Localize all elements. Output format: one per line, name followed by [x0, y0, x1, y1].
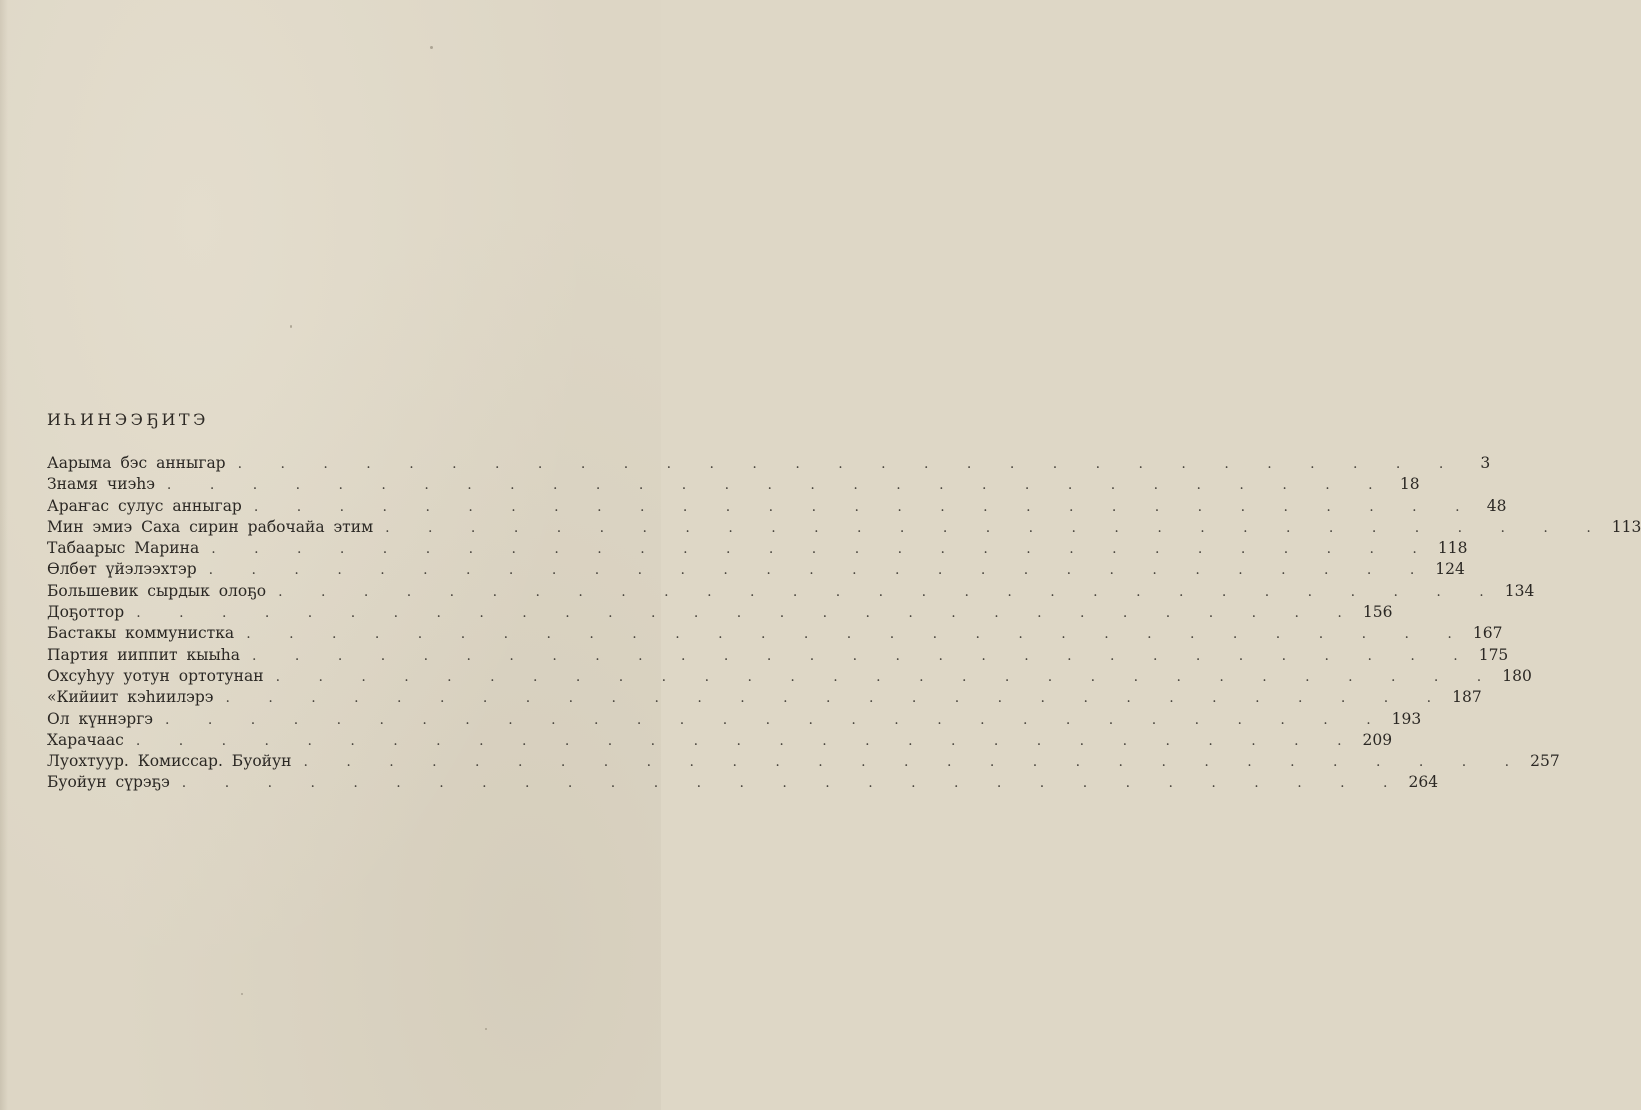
- toc-entry-title: Охсуһуу уотун ортотунан: [47, 666, 264, 685]
- toc-dot-leader: . . . . . . . . . . . . . . . . . . . . . . . . . . . . .: [165, 711, 1388, 728]
- toc-entry-page: 134: [1504, 581, 1535, 600]
- toc-entry-title: Аарыма бэс анныгар: [47, 454, 226, 472]
- toc-dot-leader: . . . . . . . . . . . . . . . . . . . . . . . . . . . . .: [166, 477, 1390, 494]
- toc-dot-leader: . . . . . . . . . . . . . . . . . . . . . . . . . . . . .: [252, 647, 1475, 664]
- toc-entry-title: Өлбөт үйэлээхтэр: [47, 560, 197, 579]
- toc-entry: [47, 538, 1468, 559]
- toc-dot-leader: . . . . . . . . . . . . . . . . . . . . . . . . . . . . .: [275, 668, 1499, 685]
- toc-entry-page: 264: [1408, 773, 1439, 792]
- toc-entry-page: 156: [1362, 603, 1393, 622]
- toc-entry-page: 187: [1452, 688, 1482, 707]
- toc-entry: [47, 666, 1532, 687]
- paper-speck: [290, 325, 292, 328]
- toc-entry: [47, 709, 1422, 730]
- toc-entry-title: Партия ииппит кыыһа: [47, 645, 241, 664]
- toc-dot-leader: . . . . . . . . . . . . . . . . . . . . . . . . . . . . .: [385, 519, 1608, 536]
- toc-entry: [47, 453, 1491, 474]
- toc-entry-page: 18: [1399, 475, 1420, 494]
- toc-entry: [47, 687, 1482, 708]
- toc-entry: [47, 581, 1535, 602]
- toc-entry-title: Бастакы коммунистка: [47, 624, 235, 643]
- toc-entry-title: Буойун сүрэҕэ: [47, 773, 170, 792]
- toc-heading: ИҺИНЭЭҔИТЭ: [47, 410, 209, 429]
- toc-entry: [47, 602, 1393, 623]
- toc-entry-title: Знамя чиэһэ: [47, 475, 155, 494]
- toc-entry: [47, 645, 1509, 666]
- toc-dot-leader: . . . . . . . . . . . . . . . . . . . . . . . . . . . . .: [181, 775, 1405, 792]
- toc-entry-title: Луохтуур. Комиссар. Буойун: [47, 752, 292, 771]
- paper-speck: [430, 46, 433, 49]
- toc-entry-page: 118: [1437, 539, 1468, 558]
- toc-entry-title: Араҥас сулус анныгар: [47, 496, 242, 515]
- toc-dot-leader: . . . . . . . . . . . . . . . . . . . . . . . . . . . . .: [303, 754, 1527, 771]
- toc-entry-title: Мин эмиэ Саха сирин рабочайа этим: [47, 517, 374, 536]
- toc-dot-leader: . . . . . . . . . . . . . . . . . . . . . . . . . . . . .: [211, 541, 1434, 558]
- toc-entry-page: 193: [1391, 709, 1422, 728]
- toc-entry-title: Ол күннэргэ: [47, 709, 153, 728]
- toc-entry-title: «Кийиит кэһиилэрэ: [47, 688, 214, 707]
- paper-speck: [241, 993, 243, 995]
- toc-entry-title: Доҕоттор: [47, 603, 125, 622]
- toc-entry-page: 3: [1480, 454, 1491, 472]
- toc-entry-title: Харачаас: [47, 730, 124, 749]
- toc-entry-title: Большевик сырдык олоҕо: [47, 581, 267, 600]
- toc-entry-page: 209: [1362, 730, 1393, 749]
- toc-entry: [47, 772, 1439, 793]
- toc-dot-leader: . . . . . . . . . . . . . . . . . . . . . . . . . . . . .: [278, 583, 1501, 600]
- paper-speck: [485, 1028, 487, 1030]
- toc-entry: [47, 730, 1393, 751]
- toc-entry: [47, 623, 1503, 644]
- toc-entry-page: 124: [1435, 560, 1465, 579]
- toc-dot-leader: . . . . . . . . . . . . . . . . . . . . . . . . . . . . .: [237, 456, 1461, 472]
- toc-dot-leader: . . . . . . . . . . . . . . . . . . . . . . . . . . . . .: [135, 732, 1359, 749]
- toc-entry: [47, 517, 1641, 538]
- toc-dot-leader: . . . . . . . . . . . . . . . . . . . . . . . . . . . . .: [136, 605, 1359, 622]
- toc-entry: [47, 496, 1507, 517]
- toc-entry: [47, 559, 1465, 580]
- toc-entry: [47, 474, 1420, 495]
- toc-entry-page: 257: [1530, 752, 1560, 771]
- toc-dot-leader: . . . . . . . . . . . . . . . . . . . . . . . . . . . . .: [253, 498, 1477, 515]
- toc-entry-page: 180: [1502, 666, 1532, 685]
- toc-entry-page: 167: [1472, 624, 1503, 643]
- toc-dot-leader: . . . . . . . . . . . . . . . . . . . . . . . . . . . . .: [225, 690, 1449, 707]
- toc-entry-page: 48: [1486, 496, 1507, 515]
- toc-dot-leader: . . . . . . . . . . . . . . . . . . . . . . . . . . . . .: [246, 626, 1469, 643]
- toc-entry: [47, 751, 1560, 772]
- toc-entry-title: Табаарыс Марина: [47, 539, 200, 558]
- toc-entry-page: 113: [1611, 517, 1641, 536]
- toc-dot-leader: . . . . . . . . . . . . . . . . . . . . . . . . . . . . .: [208, 562, 1432, 579]
- toc-entry-page: 175: [1478, 645, 1509, 664]
- table-of-contents: [47, 453, 1641, 794]
